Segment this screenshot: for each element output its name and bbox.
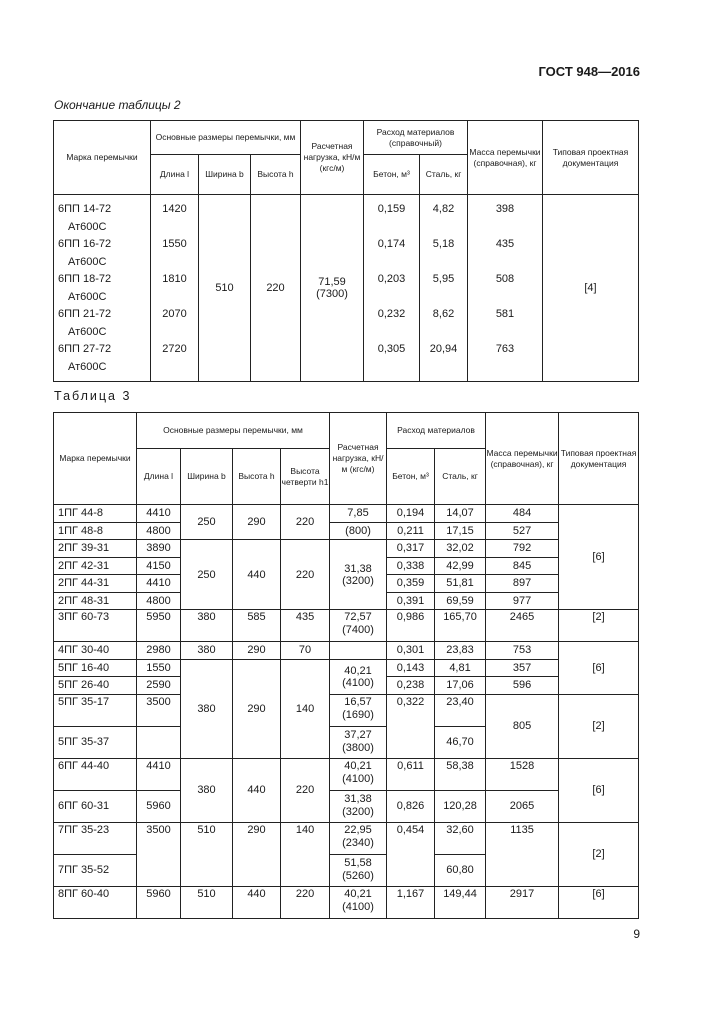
t3-mark: 3ПГ 60-73	[54, 610, 137, 642]
t2-header-steel: Сталь, кг	[420, 155, 468, 195]
t3-doc: [6]	[559, 886, 639, 918]
t2-header-mark: Марка перемычки	[54, 121, 151, 195]
t3-header-load: Расчетная нагрузка, кН/м (кгс/м)	[330, 413, 387, 505]
t3-mark: 6ПГ 60-31	[54, 790, 137, 822]
t2-height: 220	[251, 195, 301, 382]
t3-concrete: 0,338	[387, 557, 435, 575]
t3-concrete: 0,322	[387, 694, 435, 758]
t3-length: 1550	[137, 659, 181, 677]
t3-load: (800)	[330, 522, 387, 540]
t3-header-dims: Основные размеры перемычки, мм	[137, 413, 330, 449]
t3-height: 585	[233, 610, 281, 642]
t3-width: 380	[181, 659, 233, 758]
t2-steel: 4,82	[432, 203, 455, 215]
t2-load-cell	[301, 195, 364, 382]
t2-mark: Ат600С	[68, 290, 107, 303]
t2-length: 2720	[162, 343, 187, 355]
t3-mark: 8ПГ 60-40	[54, 886, 137, 918]
t3-height: 290	[233, 659, 281, 758]
t3-mass: 2917	[486, 886, 559, 918]
t3-concrete: 0,986	[387, 610, 435, 642]
t3-header-steel: Сталь, кг	[435, 449, 486, 505]
t3-load-cell	[330, 886, 387, 918]
t3-length: 4150	[137, 557, 181, 575]
t3-quarter: 70	[281, 642, 330, 660]
t3-quarter: 220	[281, 505, 330, 540]
t3-load-kgf: (2340)	[342, 836, 374, 849]
t3-mass: 792	[486, 540, 559, 558]
t3-length: 4410	[137, 505, 181, 523]
t2-header-height: Высота h	[251, 155, 301, 195]
table3-caption: Таблица 3	[54, 389, 132, 403]
t3-doc: [2]	[559, 694, 639, 758]
t3-quarter: 435	[281, 610, 330, 642]
t3-steel: 17,06	[435, 677, 486, 695]
t3-steel: 14,07	[435, 505, 486, 523]
t2-steel: 5,18	[432, 238, 455, 250]
t3-steel: 120,28	[435, 790, 486, 822]
t3-load: 40,21	[344, 887, 372, 900]
t2-mass: 508	[495, 273, 515, 285]
t3-mass: 845	[486, 557, 559, 575]
t3-length: 5960	[137, 790, 181, 822]
t3-width: 380	[181, 642, 233, 660]
t3-load-kgf: (3800)	[342, 742, 374, 754]
t3-steel: 58,38	[435, 758, 486, 790]
t2-mass-cell	[468, 195, 543, 382]
t3-load-kgf: (5260)	[342, 870, 374, 882]
t3-load: 40,21	[344, 664, 372, 677]
t3-mass: 484	[486, 505, 559, 523]
t3-quarter: 220	[281, 540, 330, 610]
t3-load: 31,38	[344, 793, 372, 805]
t3-length: 3500	[137, 694, 181, 726]
t3-load-cell	[330, 790, 387, 822]
t3-load: 16,57	[344, 695, 372, 708]
t2-mark: Ат600С	[68, 325, 107, 338]
t2-doc: [4]	[543, 195, 639, 382]
t2-load-kgf: (7300)	[316, 288, 348, 300]
t2-concrete: 0,203	[377, 273, 406, 285]
t3-mass: 2065	[486, 790, 559, 822]
t2-length: 1550	[162, 238, 187, 250]
t2-mark: 6ПП 16-72	[58, 238, 112, 250]
t3-steel: 4,81	[435, 659, 486, 677]
t2-concrete: 0,232	[377, 308, 406, 320]
t3-mass: 2465	[486, 610, 559, 642]
t2-mark: Ат600С	[68, 360, 107, 373]
t3-height: 440	[233, 758, 281, 822]
t3-header-height: Высота h	[233, 449, 281, 505]
t2-length-cell	[151, 195, 199, 382]
t3-load-kgf: (4100)	[342, 676, 374, 689]
t3-concrete: 0,359	[387, 575, 435, 593]
t3-doc: [2]	[559, 610, 639, 642]
t3-header-consumption: Расход материалов	[387, 413, 486, 449]
t2-mass: 581	[495, 308, 515, 320]
t3-doc: [6]	[559, 758, 639, 822]
t3-mark: 6ПГ 44-40	[54, 758, 137, 790]
t3-load-kgf: (4100)	[342, 772, 374, 785]
t3-steel: 23,83	[435, 642, 486, 660]
t3-steel: 46,70	[435, 726, 486, 758]
t3-steel: 60,80	[435, 854, 486, 886]
t2-mark: 6ПП 18-72	[58, 273, 112, 285]
t3-steel: 42,99	[435, 557, 486, 575]
t3-mark: 5ПГ 35-17	[54, 694, 137, 726]
t2-mass: 435	[495, 238, 515, 250]
t2-length: 1420	[162, 203, 187, 215]
t2-header-dims: Основные размеры перемычки, мм	[151, 121, 301, 155]
t3-header-length: Длина l	[137, 449, 181, 505]
t2-concrete-cell	[364, 195, 420, 382]
table2-caption: Окончание таблицы 2	[54, 98, 181, 112]
t3-mark: 4ПГ 30-40	[54, 642, 137, 660]
t3-steel: 32,02	[435, 540, 486, 558]
t2-steel-cell	[420, 195, 468, 382]
t2-mark: Ат600С	[68, 220, 107, 233]
t3-mass: 753	[486, 642, 559, 660]
t2-length: 2070	[162, 308, 187, 320]
t3-width: 380	[181, 610, 233, 642]
t2-header-doc: Типовая проектная документация	[543, 121, 639, 195]
t3-quarter: 140	[281, 659, 330, 758]
t3-load: 72,57	[344, 611, 372, 623]
t3-header-width: Ширина b	[181, 449, 233, 505]
t2-concrete: 0,174	[377, 238, 406, 250]
t2-header-width: Ширина b	[199, 155, 251, 195]
t3-concrete: 0,826	[387, 790, 435, 822]
t3-concrete: 0,454	[387, 822, 435, 886]
t3-load-kgf: (1690)	[342, 708, 374, 721]
t3-load: 37,27	[344, 729, 372, 741]
t3-load: 40,21	[344, 759, 372, 772]
t2-concrete: 0,159	[377, 203, 406, 215]
t3-load: 7,85	[330, 505, 387, 523]
t3-length: 3500	[137, 822, 181, 886]
t3-height: 290	[233, 505, 281, 540]
t3-length: 4410	[137, 575, 181, 593]
t3-mark: 2ПГ 39-31	[54, 540, 137, 558]
t3-mass: 805	[486, 694, 559, 758]
t3-load: 22,95	[344, 823, 372, 836]
t3-steel: 149,44	[435, 886, 486, 918]
t2-steel: 5,95	[432, 273, 455, 285]
t3-length: 2590	[137, 677, 181, 695]
t3-concrete: 0,611	[387, 758, 435, 790]
t3-header-concrete: Бетон, м³	[387, 449, 435, 505]
t3-load-kgf: (3200)	[342, 574, 374, 587]
t3-mark: 5ПГ 35-37	[54, 726, 137, 758]
t3-concrete: 1,167	[387, 886, 435, 918]
t2-mass: 763	[495, 343, 515, 355]
t3-mark: 5ПГ 26-40	[54, 677, 137, 695]
t3-concrete: 0,238	[387, 677, 435, 695]
t3-length: 5960	[137, 886, 181, 918]
table-3	[53, 412, 639, 919]
t3-load-cell	[330, 610, 387, 642]
t3-header-mark: Марка перемычки	[54, 413, 137, 505]
t3-mark: 2ПГ 44-31	[54, 575, 137, 593]
t3-mark: 2ПГ 48-31	[54, 592, 137, 610]
t2-header-concrete: Бетон, м³	[364, 155, 420, 195]
t3-mass: 897	[486, 575, 559, 593]
t3-width: 380	[181, 758, 233, 822]
t3-width: 250	[181, 540, 233, 610]
t3-load-cell	[330, 540, 387, 610]
document-code: ГОСТ 948—2016	[538, 64, 640, 79]
t2-header-consumption: Расход материалов (справочный)	[364, 121, 468, 155]
table-2	[53, 120, 639, 382]
t2-header-load: Расчетная нагрузка, кН/м (кгс/м)	[301, 121, 364, 195]
t3-load-cell	[330, 659, 387, 694]
t2-width: 510	[199, 195, 251, 382]
t3-mark: 2ПГ 42-31	[54, 557, 137, 575]
t3-load-cell	[330, 854, 387, 886]
t3-length: 2980	[137, 642, 181, 660]
t2-header-mass: Масса перемычки (справочная), кг	[468, 121, 543, 195]
t3-mark: 1ПГ 48-8	[54, 522, 137, 540]
t3-concrete: 0,194	[387, 505, 435, 523]
t3-width: 250	[181, 505, 233, 540]
t3-doc: [6]	[559, 642, 639, 695]
t3-doc: [2]	[559, 822, 639, 886]
t3-concrete: 0,143	[387, 659, 435, 677]
t3-steel: 23,40	[435, 694, 486, 726]
t3-header-doc: Типовая проектная документация	[559, 413, 639, 505]
t3-mass: 596	[486, 677, 559, 695]
t3-height: 290	[233, 822, 281, 886]
t3-height: 440	[233, 540, 281, 610]
t3-load-cell	[330, 758, 387, 790]
t3-mass: 357	[486, 659, 559, 677]
t3-steel: 51,81	[435, 575, 486, 593]
t2-mark: 6ПП 14-72	[58, 203, 112, 215]
t3-concrete: 0,317	[387, 540, 435, 558]
t3-steel: 165,70	[435, 610, 486, 642]
t3-load-kgf: (4100)	[342, 900, 374, 913]
t2-mark-cell	[54, 195, 151, 382]
t2-concrete: 0,305	[377, 343, 406, 355]
t3-quarter: 220	[281, 886, 330, 918]
t2-length: 1810	[162, 273, 187, 285]
t3-length: 3890	[137, 540, 181, 558]
t3-concrete: 0,211	[387, 522, 435, 540]
t3-mass: 527	[486, 522, 559, 540]
t3-mark: 5ПГ 16-40	[54, 659, 137, 677]
t3-height: 440	[233, 886, 281, 918]
t3-load-empty	[330, 642, 387, 660]
t3-mark: 7ПГ 35-23	[54, 822, 137, 854]
t3-header-quarter: Высота четверти h1	[281, 449, 330, 505]
t2-mark: Ат600С	[68, 255, 107, 268]
t2-mass: 398	[495, 203, 515, 215]
t2-load: 71,59	[318, 276, 346, 288]
t3-load-cell	[330, 822, 387, 854]
t3-concrete: 0,301	[387, 642, 435, 660]
t3-load-cell	[330, 726, 387, 758]
t3-length: 4800	[137, 592, 181, 610]
t3-length: 5950	[137, 610, 181, 642]
t3-steel: 17,15	[435, 522, 486, 540]
t3-load-kgf: (7400)	[342, 624, 374, 636]
t2-steel: 20,94	[429, 343, 458, 355]
t3-height: 290	[233, 642, 281, 660]
t3-load-kgf: (3200)	[342, 806, 374, 818]
t3-mass: 1135	[486, 822, 559, 886]
page-number: 9	[633, 927, 640, 941]
t3-concrete: 0,391	[387, 592, 435, 610]
t2-steel: 8,62	[432, 308, 455, 320]
t3-doc: [6]	[559, 505, 639, 610]
t3-steel: 32,60	[435, 822, 486, 854]
t3-mark: 1ПГ 44-8	[54, 505, 137, 523]
t3-load: 31,38	[344, 562, 372, 575]
t3-load-cell	[330, 694, 387, 726]
t3-quarter: 220	[281, 758, 330, 822]
t3-load: 51,58	[344, 857, 372, 869]
t3-header-mass: Масса перемычки (справочная), кг	[486, 413, 559, 505]
t3-mark: 7ПГ 35-52	[54, 854, 137, 886]
t3-mass: 977	[486, 592, 559, 610]
t3-length: 4800	[137, 522, 181, 540]
t3-quarter: 140	[281, 822, 330, 886]
t3-length-empty	[137, 726, 181, 758]
t3-width: 510	[181, 822, 233, 886]
t3-length: 4410	[137, 758, 181, 790]
t3-steel: 69,59	[435, 592, 486, 610]
t2-mark: 6ПП 27-72	[58, 343, 112, 355]
t3-mass: 1528	[486, 758, 559, 790]
t2-mark: 6ПП 21-72	[58, 308, 112, 320]
t2-header-length: Длина l	[151, 155, 199, 195]
t3-width: 510	[181, 886, 233, 918]
